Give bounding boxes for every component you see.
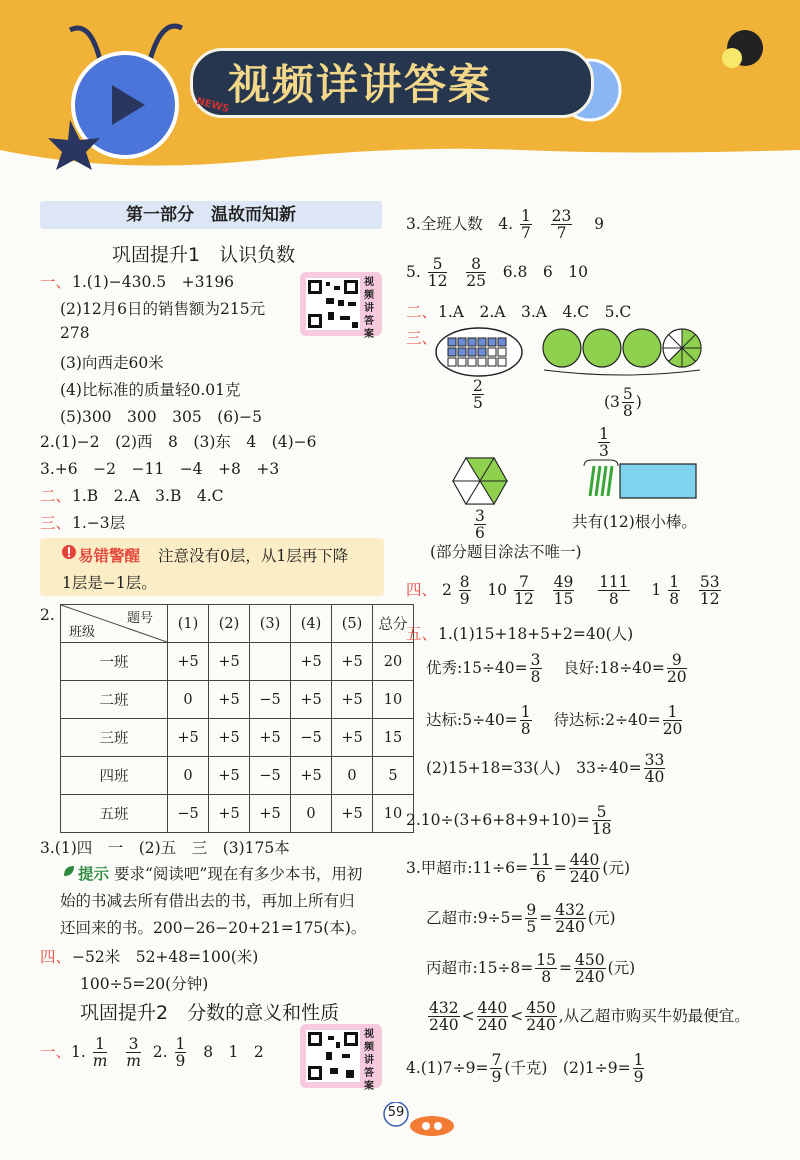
qr-caption: 视频讲答案	[364, 277, 374, 340]
part1-s2: 1.B 2.A 3.B 4.C	[72, 487, 224, 505]
hint-line1: 要求“阅读吧”现在有多少本书，用初	[114, 865, 363, 883]
part1-s2-label: 二、	[40, 487, 72, 505]
table-cell: +5	[250, 795, 291, 833]
warning-line2: 1层是−1层。	[62, 574, 157, 592]
table-cell: 20	[373, 643, 414, 681]
part2-heading: 巩固提升2 分数的意义和性质	[80, 1002, 340, 1024]
right-q5-q6: 5. $\frac{5}{12}$ $\frac{8}{25}$ 6.8 6 10	[406, 255, 589, 291]
table-cell: +5	[168, 643, 209, 681]
part1-q1-line5: (4)比标准的质量轻0.01克	[60, 381, 241, 399]
page-number: 59	[387, 1105, 405, 1120]
table-cell: 10	[373, 681, 414, 719]
hint-line3: 还回来的书。200−26−20+21=175(本)。	[60, 919, 367, 937]
hexagon-fraction: $\frac{3}{6}$	[475, 507, 485, 543]
part1-s3: 1.−3层	[72, 514, 126, 532]
right-s2: 1.A 2.A 3.A 4.C 5.C	[438, 303, 632, 321]
part1-q3: 3.+6 −2 −11 −4 +8 +3	[40, 460, 280, 478]
part2-q1	[40, 1036, 264, 1070]
right-s5-label: 五、	[406, 625, 438, 643]
right-s5-line1: 1.(1)15+18+5+2=40(人)	[438, 625, 634, 643]
row-label: 一班	[61, 643, 168, 681]
part1-q1-label: 一、	[40, 273, 72, 291]
fraction: $\frac{1}{m}$	[92, 1035, 108, 1071]
part1-s3-label: 三、	[40, 514, 72, 532]
part1-s4-line2: 100÷5=20(分钟)	[80, 975, 209, 993]
part1-heading: 巩固提升1 认识负数	[112, 244, 296, 266]
table-corner-cell	[61, 605, 168, 643]
table-cell: +5	[332, 719, 373, 757]
table-cell: +5	[209, 719, 250, 757]
table-cell: +5	[291, 643, 332, 681]
corner-label-bottom: 班级	[69, 625, 96, 640]
corner-label-top: 题号	[126, 611, 153, 626]
right-s3-label: 三、	[406, 329, 438, 347]
hexagon-figure	[452, 456, 508, 506]
qr-card-1[interactable]	[300, 272, 382, 340]
table-cell: +5	[291, 757, 332, 795]
row-label: 二班	[61, 681, 168, 719]
qr-card-2[interactable]	[300, 1024, 382, 1092]
fraction: $\frac{3}{m}$	[126, 1035, 141, 1071]
part2-q1-label: 一、	[40, 1042, 72, 1061]
table-row	[61, 643, 414, 681]
col-header: (1)	[168, 605, 209, 643]
warning-box	[40, 538, 384, 596]
table-cell: +5	[209, 643, 250, 681]
right-q3-yi: 乙超市:9÷5= $\frac{9}{5}$ = $\frac{432}{240}$ (元)	[426, 901, 616, 937]
fraction: $\frac{1}{7}$	[521, 207, 531, 243]
sticks-figure	[582, 456, 698, 500]
table-cell: 0	[168, 681, 209, 719]
col-header: (4)	[291, 605, 332, 643]
fraction: $\frac{1}{9}$	[175, 1035, 186, 1071]
part1-s4-label: 四、	[40, 948, 72, 966]
rate-line3: (2)15+18=33(人) 33÷40= $\frac{33}{40}$	[426, 751, 665, 787]
hint-line2: 始的书减去所有借出去的书，再加上所有归	[60, 892, 355, 910]
part1-q1-line2: (2)12月6日的销售额为215元	[60, 300, 266, 318]
table-cell: +5	[332, 681, 373, 719]
table-cell: +5	[332, 643, 373, 681]
part2-q1-b: 2.	[152, 1042, 168, 1061]
table-row	[61, 719, 414, 757]
warning-icon	[62, 544, 76, 560]
row-label: 三班	[61, 719, 168, 757]
figure-note: (部分题目涂法不唯一)	[430, 543, 582, 561]
table-row	[61, 681, 414, 719]
table-cell: −5	[250, 757, 291, 795]
table-cell: +5	[209, 795, 250, 833]
table-cell: 15	[373, 719, 414, 757]
rate-line2: 达标:5÷40= $\frac{1}{8}$ 待达标:2÷40= $\frac{1}{20}$	[426, 703, 683, 739]
table-cell: −5	[291, 719, 332, 757]
leaf-icon	[62, 864, 76, 878]
banner-title: 视频详讲答案	[228, 60, 493, 109]
part1-q3b: 3.(1)四 一 (2)五 三 (3)175本	[40, 839, 290, 857]
sticks-caption: 共有(12)根小棒。	[572, 513, 697, 531]
right-q3-compare: $\frac{432}{240}$ < $\frac{440}{240}$ < $\frac{450}{240}$ ,从乙超市购买牛奶最便宜。	[429, 999, 750, 1035]
table-row	[61, 757, 414, 795]
hint-title: 提示	[78, 865, 110, 883]
col-header: (2)	[209, 605, 250, 643]
row-label: 五班	[61, 795, 168, 833]
col-header: (5)	[332, 605, 373, 643]
score-table	[60, 604, 414, 833]
part1-q1-line6: (5)300 300 305 (6)−5	[60, 408, 263, 426]
table-cell: +5	[209, 757, 250, 795]
right-s2-label: 二、	[406, 303, 438, 321]
section-title: 第一部分 温故而知新	[40, 201, 382, 229]
qr-code-icon	[306, 1030, 360, 1082]
right-s4: 四、 2 $\frac{8}{9}$ 10 $\frac{7}{12}$ $\frac{49}{15}$ $\frac{111}{8}$ 1 $\frac{1}{8}$ $\frac{53}{12}$	[406, 573, 720, 609]
col-header: (3)	[250, 605, 291, 643]
fraction: $\frac{5}{12}$	[427, 255, 448, 291]
table-cell: 0	[291, 795, 332, 833]
table-cell: 0	[168, 757, 209, 795]
part1-s4-line1: −52米 52+48=100(米)	[72, 948, 259, 966]
oval-figure	[434, 326, 524, 378]
news-label: NEWS	[195, 95, 231, 116]
part1-q1-line4: (3)向西走60米	[60, 354, 164, 372]
right-q3-jia: 3.甲超市:11÷6= $\frac{11}{6}$ = $\frac{440}{240}$ (元)	[406, 851, 631, 887]
part1-q2: 2.(1)−2 (2)西 8 (3)东 4 (4)−6	[40, 433, 317, 451]
rate-line1: 优秀:15÷40= $\frac{3}{8}$ 良好:18÷40= $\frac{9}{20}$	[426, 651, 687, 687]
oval-fraction: $\frac{2}{5}$	[473, 377, 483, 413]
right-q3-bing: 丙超市:15÷8= $\frac{15}{8}$ = $\frac{450}{240}$ (元)	[426, 951, 636, 987]
part1-q1-line3: 278	[60, 324, 90, 342]
table-cell: +5	[209, 681, 250, 719]
qr-code-icon	[306, 278, 360, 330]
right-q4: 4.(1)7÷9= $\frac{7}{9}$ (千克) (2)1÷9= $\frac{1}{9}$	[406, 1051, 644, 1087]
table-cell: 5	[373, 757, 414, 795]
circles-fraction: (3 $\frac{5}{8}$ )	[604, 385, 642, 421]
table-cell: +5	[332, 795, 373, 833]
right-q3-q4: 3.全班人数 4. $\frac{1}{7}$ $\frac{23}{7}$ 9	[406, 207, 604, 243]
table-cell: +5	[250, 719, 291, 757]
table-cell	[250, 643, 291, 681]
table-row	[61, 795, 414, 833]
table-cell: −5	[168, 795, 209, 833]
part1-q1-line1: 1.(1)−430.5 +3196	[72, 273, 235, 291]
table-header-row	[61, 605, 414, 643]
table-number: 2.	[40, 606, 55, 624]
fraction: $\frac{8}{25}$	[466, 255, 486, 291]
table-cell: 0	[332, 757, 373, 795]
fraction: $\frac{23}{7}$	[551, 207, 572, 243]
part2-q1-a: 1.	[71, 1042, 86, 1061]
warning-title: 易错警醒	[78, 547, 141, 565]
circles-figure	[540, 328, 704, 380]
table-cell: −5	[250, 681, 291, 719]
table-cell: +5	[168, 719, 209, 757]
warning-line1: 注意没有0层，从1层再下降	[158, 547, 349, 565]
table-cell: +5	[291, 681, 332, 719]
row-label: 四班	[61, 757, 168, 795]
qr-caption: 视频讲答案	[364, 1029, 374, 1092]
right-q2: 2.10÷(3+6+8+9+10)= $\frac{5}{18}$	[406, 803, 612, 839]
col-header: 总分	[373, 605, 414, 643]
sticks-fraction: $\frac{1}{3}$	[599, 425, 609, 461]
part2-q1-rest: 8 1 2	[203, 1042, 264, 1061]
table-cell: 10	[373, 795, 414, 833]
